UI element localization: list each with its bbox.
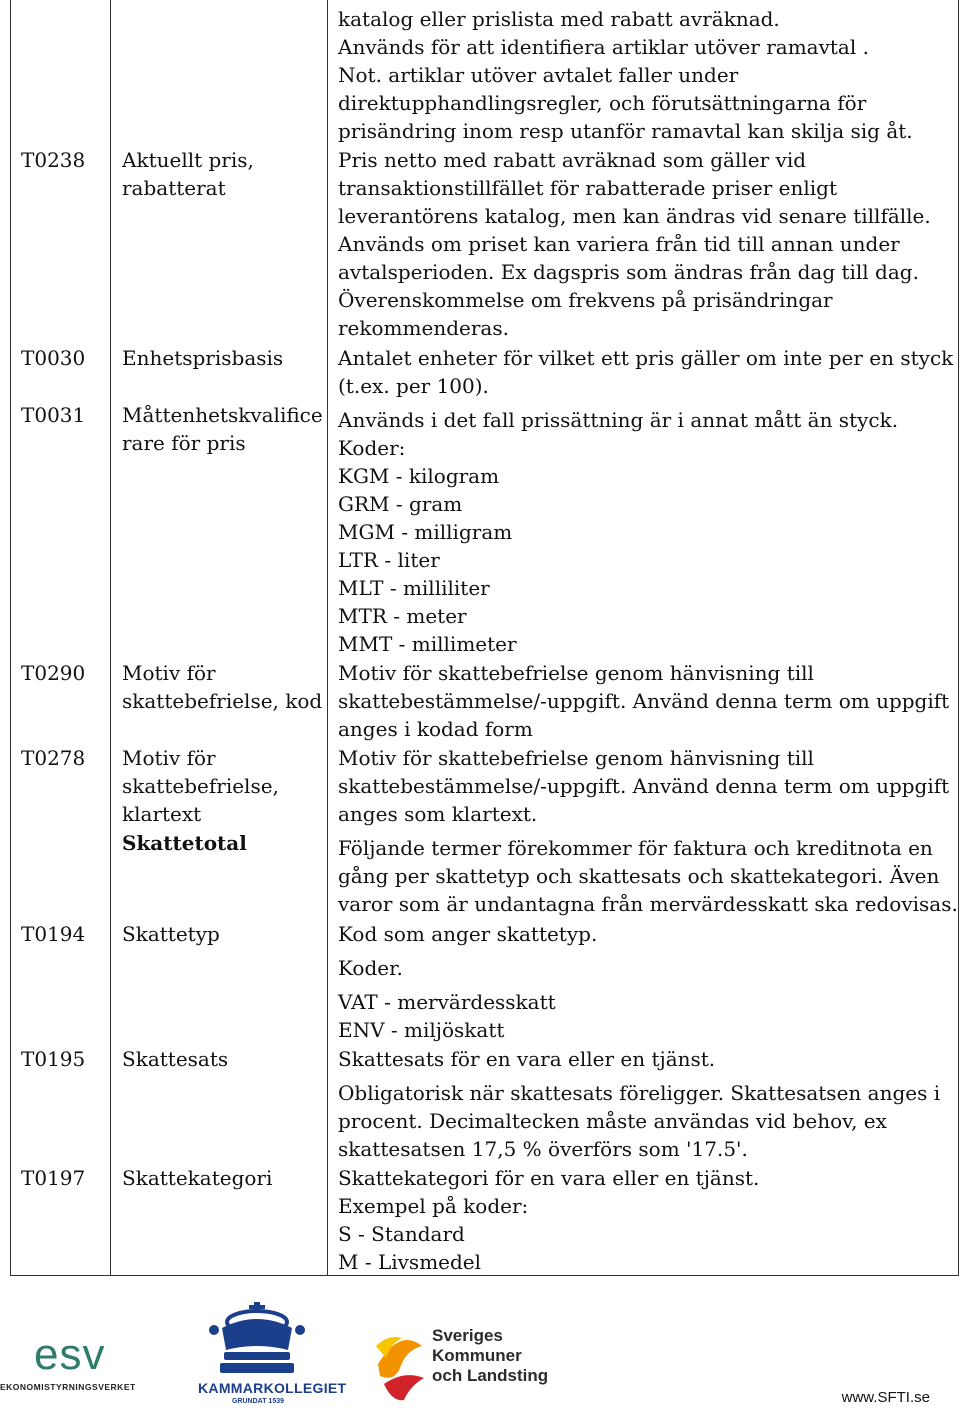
text-line: Koder. <box>338 956 403 980</box>
term-code: T0031 <box>21 403 86 427</box>
text-line: leverantörens katalog, men kan ändras vid senare tillfälle. <box>338 204 931 228</box>
section-heading <box>122 829 327 857</box>
column-divider-1 <box>110 0 111 1275</box>
term-description <box>338 920 950 1044</box>
text-line: transaktionstillfället för rabatterade priser enligt <box>338 176 837 200</box>
term-description <box>338 834 958 918</box>
text-line: VAT - mervärdesskatt <box>338 990 556 1014</box>
text-line: Antalet enheter för vilket ett pris gäller om inte per en styck <box>338 346 954 370</box>
text-line: Pris netto med rabatt avräknad som gäller vid <box>338 148 807 172</box>
term-code: T0290 <box>21 661 86 685</box>
text-line: S - Standard <box>338 1222 465 1246</box>
skl-logo <box>370 1324 550 1404</box>
skl-flame-icon <box>370 1324 430 1404</box>
term-code: T0194 <box>21 922 86 946</box>
text-line: Används om priset kan variera från tid till annan under <box>338 232 900 256</box>
text-line: Motiv för skattebefrielse genom hänvisning till <box>338 746 814 770</box>
term-description <box>338 744 950 828</box>
text-line: Koder: <box>338 436 406 460</box>
term-name <box>122 401 327 457</box>
text-line: prisändring inom resp utanför ramavtal kan skilja sig åt. <box>338 119 913 143</box>
text-line: avtalsperioden. Ex dagspris som ändras från dag till dag. <box>338 260 919 284</box>
term-name <box>122 1164 327 1192</box>
term-name <box>122 146 327 202</box>
terms-table <box>10 0 959 1276</box>
continued-description <box>338 5 950 145</box>
text-line: Exempel på koder: <box>338 1194 529 1218</box>
crown-icon <box>192 1300 332 1378</box>
term-name <box>122 344 327 372</box>
term-code: T0195 <box>21 1047 86 1071</box>
text-line: Används i det fall prissättning är i annat mått än styck. <box>338 408 899 432</box>
term-line: Enhetsprisbasis <box>122 346 284 370</box>
text-line: procent. Decimaltecken måste användas vid behov, ex <box>338 1109 887 1133</box>
column-divider-2 <box>327 0 328 1275</box>
text-line: MLT - milliliter <box>338 576 490 600</box>
term-description <box>338 659 950 743</box>
text-line: MMT - millimeter <box>338 632 517 656</box>
text-line: katalog eller prislista med rabatt avräknad. <box>338 7 780 31</box>
skl-line: Sveriges <box>432 1326 503 1345</box>
text-line: Överenskommelse om frekvens på prisändringar <box>338 288 833 312</box>
term-code: T0030 <box>21 346 86 370</box>
term-code: T0278 <box>21 746 86 770</box>
text-line: MGM - milligram <box>338 520 513 544</box>
text-line: rekommenderas. <box>338 316 509 340</box>
kammarkollegiet-logo <box>192 1300 347 1415</box>
esv-caption: EKONOMISTYRNINGSVERKET <box>0 1382 136 1392</box>
text-line: Används för att identifiera artiklar utöver ramavtal . <box>338 35 869 59</box>
term-line: Måttenhetskvalifice <box>122 403 323 427</box>
term-description <box>338 146 950 342</box>
term-name <box>122 744 327 828</box>
term-line: Motiv för <box>122 661 216 685</box>
term-name <box>122 920 327 948</box>
term-line: Skattetyp <box>122 922 220 946</box>
term-line: rabatterat <box>122 176 226 200</box>
text-line: Skattesats för en vara eller en tjänst. <box>338 1047 716 1071</box>
text-line: skattesatsen 17,5 % överförs som '17.5'. <box>338 1137 748 1161</box>
text-line: KGM - kilogram <box>338 464 500 488</box>
term-description <box>338 406 950 658</box>
term-line: klartext <box>122 802 202 826</box>
term-code: T0197 <box>21 1166 86 1190</box>
text-line: MTR - meter <box>338 604 467 628</box>
text-line: skattebestämmelse/-uppgift. Använd denna term om uppgift <box>338 689 950 713</box>
kammarkollegiet-founded: GRUNDAT 1539 <box>232 1398 284 1405</box>
text-line: (t.ex. per 100). <box>338 374 489 398</box>
term-line: skattebefrielse, <box>122 774 279 798</box>
term-line: Aktuellt pris, <box>122 148 254 172</box>
term-description <box>338 344 954 400</box>
text-line: Kod som anger skattetyp. <box>338 922 598 946</box>
text-line: Skattekategori för en vara eller en tjänst. <box>338 1166 760 1190</box>
text-line: LTR - liter <box>338 548 440 572</box>
text-line: ENV - miljöskatt <box>338 1018 505 1042</box>
text-line: M - Livsmedel <box>338 1250 482 1274</box>
term-line: skattebefrielse, kod <box>122 689 323 713</box>
text-line: Följande termer förekommer för faktura och kreditnota en <box>338 836 933 860</box>
esv-logo <box>0 1330 150 1400</box>
term-line: Skattekategori <box>122 1166 273 1190</box>
text-line: varor som är undantagna från mervärdesskatt ska redovisas. <box>338 892 958 916</box>
skl-line: och Landsting <box>432 1366 549 1385</box>
term-name <box>122 659 327 715</box>
text-line: Motiv för skattebefrielse genom hänvisning till <box>338 661 814 685</box>
text-line: skattebestämmelse/-uppgift. Använd denna term om uppgift <box>338 774 950 798</box>
term-line: Skattesats <box>122 1047 229 1071</box>
term-code: T0238 <box>21 148 86 172</box>
text-line: Not. artiklar utöver avtalet faller under <box>338 63 739 87</box>
footer <box>0 1290 960 1410</box>
text-line: anges i kodad form <box>338 717 533 741</box>
term-line: Skattetotal <box>122 831 247 855</box>
term-name <box>122 1045 327 1073</box>
text-line: GRM - gram <box>338 492 463 516</box>
kammarkollegiet-name: KAMMARKOLLEGIET <box>198 1380 347 1396</box>
text-line: direktupphandlingsregler, och förutsättningarna för <box>338 91 867 115</box>
skl-line: Kommuner <box>432 1346 522 1365</box>
term-line: rare för pris <box>122 431 246 455</box>
text-line: Obligatorisk när skattesats föreligger. Skattesatsen anges i <box>338 1081 941 1105</box>
term-line: Motiv för <box>122 746 216 770</box>
term-description <box>338 1045 950 1163</box>
website-link[interactable]: www.SFTI.se <box>841 1389 930 1406</box>
term-description <box>338 1164 950 1276</box>
text-line: anges som klartext. <box>338 802 538 826</box>
text-line: gång per skattetyp och skattesats och skattekategori. Även <box>338 864 940 888</box>
esv-logo-text: esv <box>34 1330 106 1379</box>
